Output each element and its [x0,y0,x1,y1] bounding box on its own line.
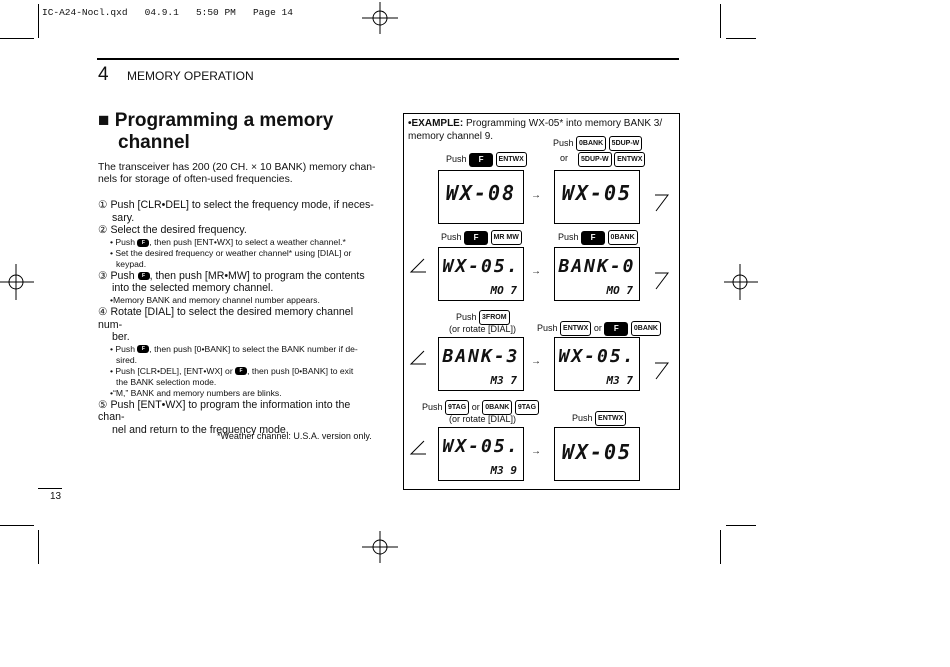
arrow-right-icon: → [531,266,541,277]
step-4-note [98,344,378,355]
lcd-display [554,427,640,481]
or-rotate-label: (or rotate [DIAL]) [449,324,517,334]
step-3-note: •Memory BANK and memory channel number appears. [110,294,320,305]
lcd-display [438,170,524,224]
key-9-tag-icon: 9TAG [515,400,539,415]
note-text: • Push [CLR•DEL], [ENT•WX] or [110,365,233,376]
lcd-sub-text: M3 9 [490,464,517,477]
step-text: sary. [112,211,135,224]
crop-mark [38,4,39,38]
step-2-note [98,237,378,248]
step-number: ① [98,199,108,211]
crop-mark [0,38,34,39]
step-text: Push [ENT•WX] to program the information into the chan- [98,398,351,424]
key-0-bank-icon: 0BANK [608,230,638,245]
step-text: , then push [MR•MW] to program the contents [149,269,365,282]
push-label: Push [558,231,579,242]
lcd-main-text: WX-05. [442,436,520,457]
push-instruction [578,152,645,167]
lcd-sub-text: MO 7 [606,284,633,297]
or-label: or [560,153,569,163]
key-ent-wx-icon: ENTWX [496,152,527,167]
step-text: ber. [112,331,130,344]
function-key-icon: F [469,153,493,167]
section-title: MEMORY OPERATION [127,69,254,83]
key-ent-wx-icon: ENTWX [614,152,645,167]
lcd-display [438,247,524,301]
registration-mark-icon [720,262,760,302]
print-header-page: Page 14 [252,7,293,18]
step-text: nel and return to the frequency mode. [112,423,289,436]
push-instruction [456,310,510,325]
note-text: , then push [0•BANK] to exit [247,365,354,376]
lcd-display [554,247,640,301]
lcd-main-text: BANK-3 [442,346,520,367]
arrow-right-icon: → [531,446,541,457]
lcd-main-text: WX-05. [558,346,636,367]
key-3-from-icon: 3FROM [479,310,510,325]
push-label: Push [422,401,443,412]
step-4 [98,306,378,331]
key-0-bank-icon: 0BANK [576,136,606,151]
push-instruction [446,152,527,167]
print-header [42,7,293,18]
push-label: Push [572,412,593,423]
or-rotate-label: (or rotate [DIAL]) [449,414,517,424]
crop-mark [720,4,721,38]
key-9-tag-icon: 9TAG [445,400,469,415]
flow-connector-icon [409,440,427,456]
flow-connector-icon [409,258,427,274]
intro-paragraph [98,162,378,187]
step-text: Push [110,269,135,282]
note-text: • Push [110,343,135,354]
or-label: or [593,322,602,333]
header-rule [97,58,679,60]
push-label: Push [537,322,558,333]
heading-line2: channel [118,132,190,153]
note-text: , then push [ENT•WX] to select a weather channel.* [149,236,346,247]
heading-line1: Programming a memory [114,110,334,131]
page-number-rule [38,488,62,489]
lcd-main-text: WX-08 [445,181,517,205]
arrow-right-icon: → [531,190,541,201]
step-5 [98,399,378,424]
key-0-bank-icon: 0BANK [631,321,661,336]
crop-mark [726,525,756,526]
function-key-icon: F [235,367,247,375]
step-4-note: sired. [116,354,138,365]
push-label: Push [456,311,477,322]
lcd-display [554,170,640,224]
registration-mark-icon [0,262,40,302]
step-number: ④ [98,305,108,318]
flow-connector-icon [654,362,670,380]
step-4-note: •“M,” BANK and memory numbers are blinks. [110,387,282,398]
example-title-text: Programming WX-05* into memory BANK 3/ [465,118,663,129]
steps-list [98,199,378,437]
arrow-right-icon: → [531,356,541,367]
flow-connector-icon [654,194,670,212]
step-4-note: the BANK selection mode. [116,376,217,387]
step-2-note: • Set the desired frequency or weather channel* using [DIAL] or [110,247,352,258]
step-3 [98,270,378,283]
lcd-main-text: WX-05. [442,256,520,277]
section-number: 4 [98,64,109,85]
lcd-sub-text: MO 7 [490,284,517,297]
lcd-main-text: BANK-0 [558,256,636,277]
flow-connector-icon [654,272,670,290]
push-instruction [422,400,539,415]
step-number: ② [98,224,108,237]
crop-mark [726,38,756,39]
key-ent-wx-icon: ENTWX [560,321,591,336]
push-label: Push [446,153,467,164]
step-text: Rotate [DIAL] to select the desired memory channel num- [98,305,354,331]
function-key-icon: F [581,231,605,245]
step-2 [98,224,378,237]
intro-line: The transceiver has 200 (20 CH. × 10 BANK) memory chan- [98,162,376,173]
crop-mark [720,530,721,564]
registration-mark-icon [360,527,400,567]
or-label: or [471,401,480,412]
step-text: into the selected memory channel. [112,282,274,295]
intro-line: nels for storage of often-used frequencies. [98,174,293,186]
flow-connector-icon [409,350,427,366]
registration-mark-icon [360,0,400,40]
page-number: 13 [50,491,62,502]
push-label: Push [553,137,574,148]
push-instruction [441,230,522,245]
key-5-dupw-icon: 5DUP-W [609,136,643,151]
crop-mark [0,525,34,526]
step-text: Push [CLR•DEL] to select the frequency mode, if neces- [110,199,374,211]
push-instruction [553,136,642,151]
push-instruction [537,321,661,336]
example-title-bold: •EXAMPLE: [408,118,464,129]
heading-bullet: ■ [98,110,110,131]
lcd-sub-text: M3 7 [490,374,517,387]
push-instruction [572,411,626,426]
note-text: • Push [110,236,135,247]
key-ent-wx-icon: ENTWX [595,411,626,426]
function-key-icon: F [138,272,150,280]
function-key-icon: F [604,322,628,336]
step-2-note: keypad. [116,258,147,269]
lcd-display [438,337,524,391]
function-key-icon: F [464,231,488,245]
push-label: Push [441,231,462,242]
print-header-file: IC-A24-Nocl.qxd [42,7,128,18]
lcd-display [554,337,640,391]
function-key-icon: F [137,239,149,247]
key-mr-mw-icon: MR MW [491,230,522,245]
print-header-time: 5:50 PM [195,7,236,18]
key-5-dupw-icon: 5DUP-W [578,152,612,167]
page-heading [98,110,333,154]
footnote: *Weather channel: U.S.A. version only. [217,431,372,441]
step-4-note [98,366,378,377]
crop-mark [38,530,39,564]
step-number: ③ [98,269,108,282]
function-key-icon: F [137,345,149,353]
print-header-date: 04.9.1 [144,7,179,18]
step-number: ⑤ [98,398,108,411]
lcd-main-text: WX-05 [561,181,633,205]
lcd-display [438,427,524,481]
key-0-bank-icon: 0BANK [482,400,512,415]
example-title-text: memory channel 9. [408,131,494,142]
step-1 [98,199,378,212]
lcd-sub-text: M3 7 [606,374,633,387]
note-text: , then push [0•BANK] to select the BANK number if de- [149,343,358,354]
push-instruction [558,230,638,245]
step-text: Select the desired frequency. [110,224,247,237]
lcd-main-text: WX-05 [561,440,633,464]
